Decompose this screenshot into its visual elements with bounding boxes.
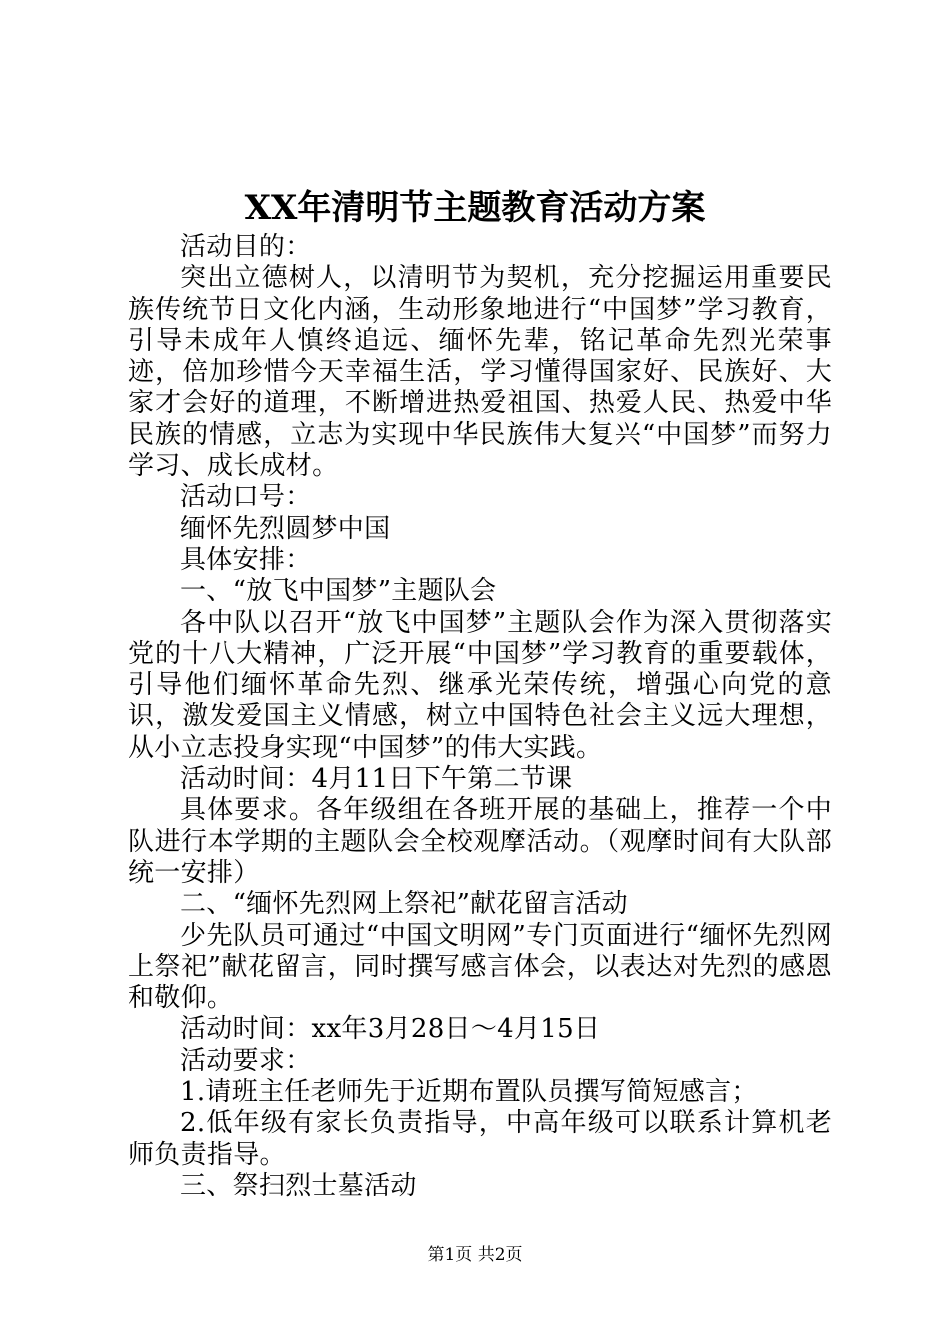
paragraph-purpose: 突出立德树人，以清明节为契机，充分挖掘运用重要民族传统节日文化内涵，生动形象地进行“中国梦”学习教育，引导未成年人慎终追远、缅怀先辈，铭记革命先烈光荣事迹，倍加珍惜今天幸福生活，学习懂得国家好、民族好、大家才会好的道理，不断增进热爱祖国、热爱人民、热爱中华民族的情感，立志为实现中华民族伟大复兴“中国梦”而努力学习、成长成材。 <box>128 263 832 482</box>
paragraph-arrangement-heading: 具体安排： <box>180 544 312 575</box>
section-heading-3: 三、祭扫烈士墓活动 <box>180 1170 417 1201</box>
paragraph-purpose-heading: 活动目的： <box>180 232 312 262</box>
document-body <box>128 232 832 1202</box>
document-title: XX年清明节主题教育活动方案 <box>244 188 706 228</box>
paragraph-section-2-time: 活动时间：xx年3月28日～4月15日 <box>180 1014 601 1045</box>
section-heading-2: 二、“缅怀先烈网上祭祀”献花留言活动 <box>180 889 628 920</box>
paragraph-slogan: 缅怀先烈圆梦中国 <box>180 513 391 544</box>
list-item-requirement-1: 1.请班主任老师先于近期布置队员撰写简短感言； <box>180 1077 758 1108</box>
paragraph-section-1: 各中队以召开“放飞中国梦”主题队会作为深入贯彻落实党的十八大精神，广泛开展“中国梦”学习教育的重要载体，引导他们缅怀革命先烈、继承光荣传统，增强心向党的意识，激发爱国主义情感，树立中国特色社会主义远大理想，从小立志投身实现“中国梦”的伟大实践。 <box>128 607 832 763</box>
section-heading-1: 一、“放飞中国梦”主题队会 <box>180 576 497 607</box>
paragraph-section-2: 少先队员可通过“中国文明网”专门页面进行“缅怀先烈网上祭祀”献花留言，同时撰写感言体会，以表达对先烈的感恩和敬仰。 <box>128 920 832 1014</box>
paragraph-slogan-heading: 活动口号： <box>180 482 312 513</box>
list-item-requirement-2: 2.低年级有家长负责指导，中高年级可以联系计算机老师负责指导。 <box>128 1108 832 1170</box>
paragraph-section-2-requirements-heading: 活动要求： <box>180 1045 312 1076</box>
page-footer: 第1页 共2页 <box>427 1245 523 1265</box>
paragraph-section-1-requirements: 具体要求。各年级组在各班开展的基础上，推荐一个中队进行本学期的主题队会全校观摩活动。（观摩时间有大队部统一安排） <box>128 795 832 888</box>
paragraph-section-1-time: 活动时间：4月11日下午第二节课 <box>180 764 573 795</box>
